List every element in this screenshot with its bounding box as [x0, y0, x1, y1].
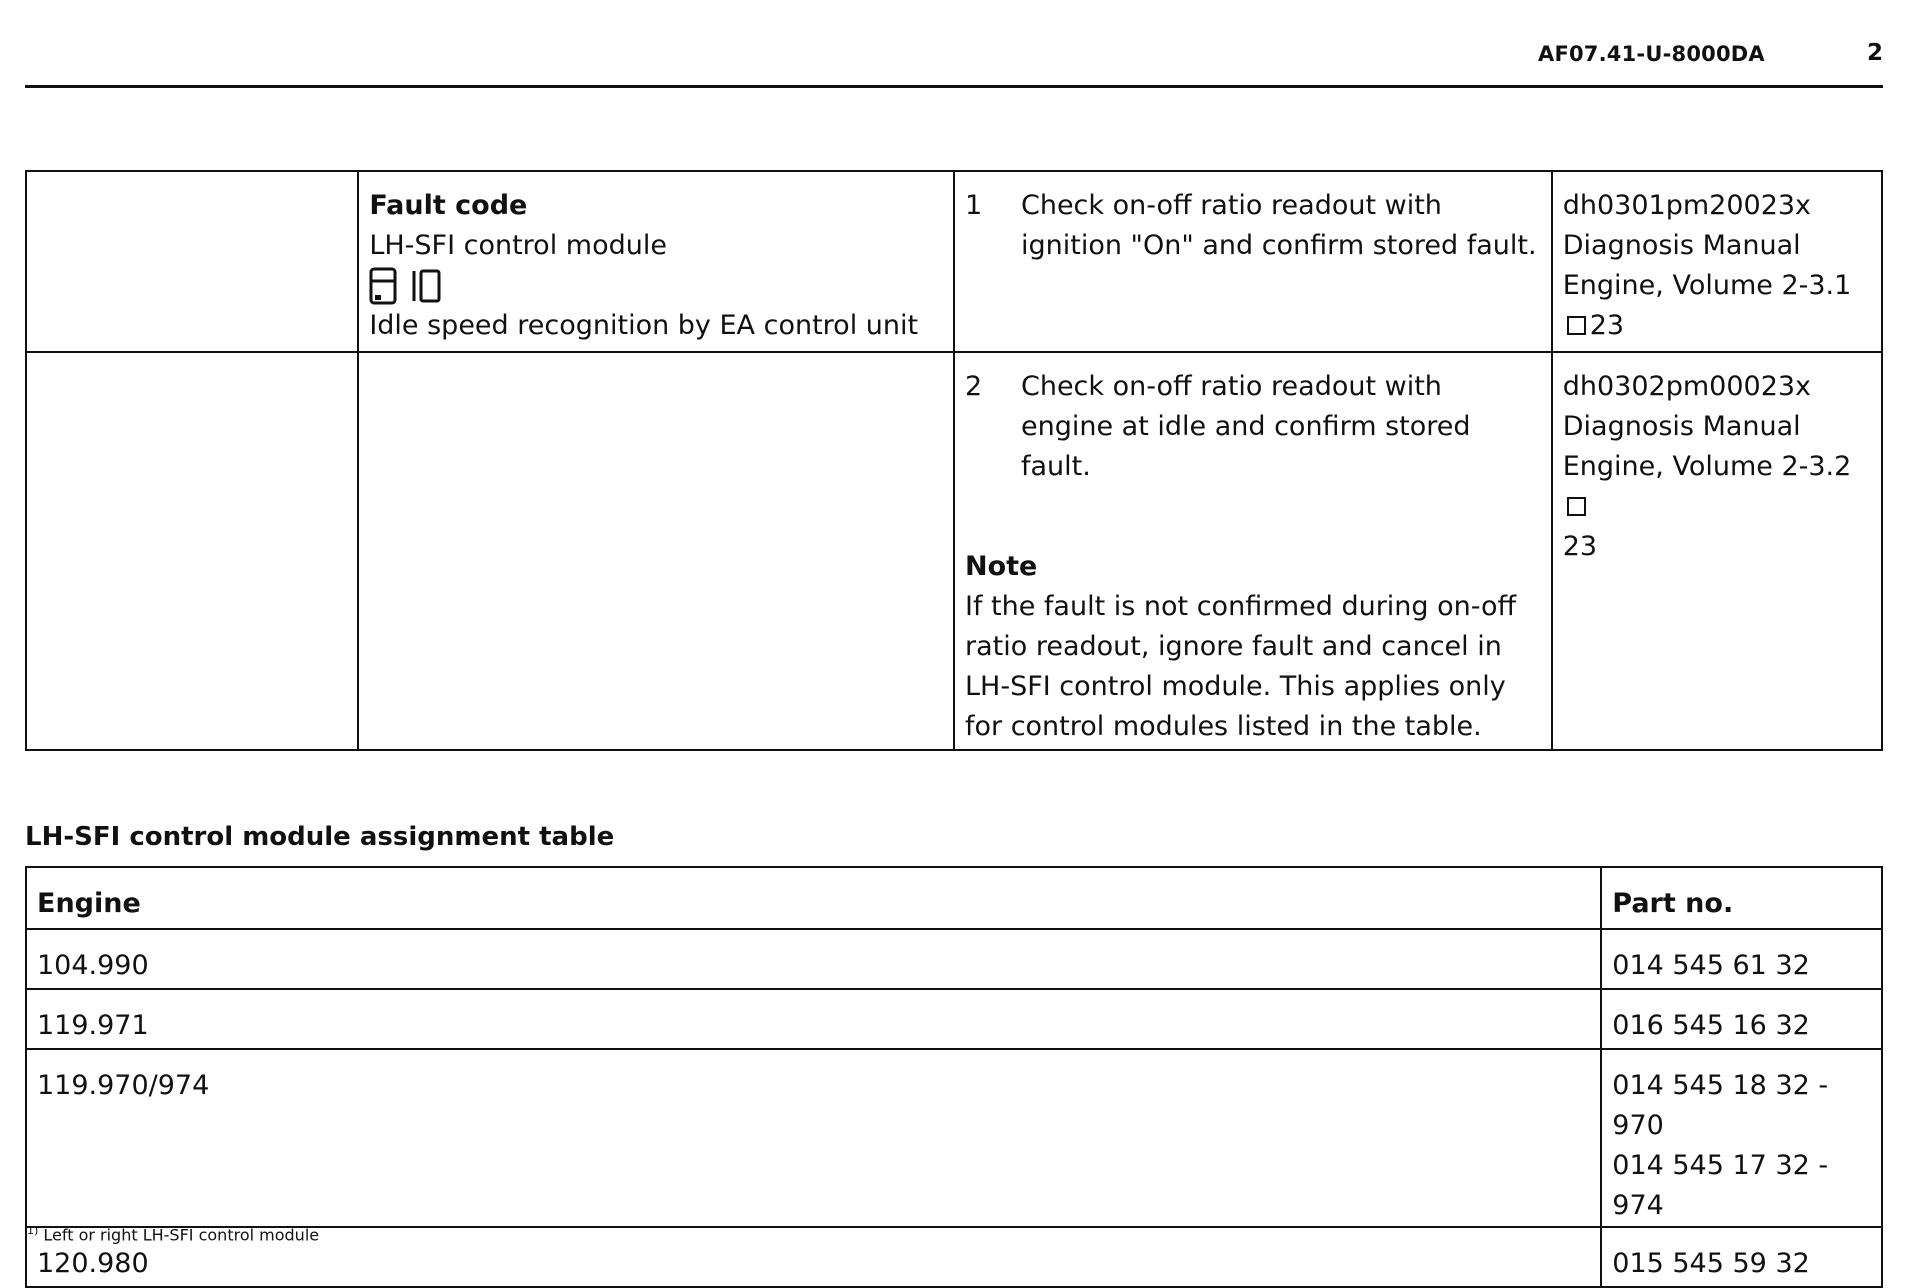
- empty-cell: [358, 352, 954, 750]
- reference-page: [1563, 306, 1871, 346]
- note-title: Note: [964, 551, 1038, 582]
- diagnosis-table: [25, 170, 1883, 751]
- reference-volume: Engine, Volume 2-3.1: [1562, 270, 1852, 301]
- step-text: Check on-off ratio readout with ignition "On" and confirm stored fault.: [1020, 190, 1537, 261]
- test-step-cell-2: [954, 352, 1552, 750]
- reference-volume-text: Engine, Volume 2-3.2: [1562, 451, 1852, 482]
- assignment-header-row: [26, 867, 1882, 929]
- engine-cell: 120.980: [26, 1227, 1601, 1287]
- reference-page-number: 23: [1589, 310, 1625, 341]
- reference-volume: [1563, 447, 1871, 527]
- fault-code-module: LH-SFI control module: [369, 230, 667, 261]
- page-number: 2: [1867, 40, 1884, 66]
- reference-cell-2: [1552, 352, 1882, 750]
- engine-cell: 119.971: [26, 989, 1601, 1049]
- part-no-column-header: Part no.: [1601, 867, 1882, 929]
- id-icon: [409, 267, 443, 305]
- part-no-cell: 016 545 16 32: [1601, 989, 1882, 1049]
- footnote-marker: 1): [27, 1224, 39, 1237]
- engine-cell: 104.990: [26, 929, 1601, 989]
- diagnosis-row-2: [26, 352, 1882, 750]
- part-no-cell: 014 545 61 32: [1601, 929, 1882, 989]
- footnote-text: Left or right LH-SFI control module: [43, 1225, 320, 1245]
- part-no-line: 014 545 17 32 - 974: [1612, 1150, 1829, 1221]
- reference-cell-1: [1552, 171, 1882, 352]
- note-block: [965, 547, 1541, 747]
- step-text: Check on-off ratio readout with engine at idle and confirm stored fault.: [1020, 371, 1471, 482]
- empty-cell: [26, 352, 358, 750]
- fault-code-title: Fault code: [369, 190, 528, 221]
- assignment-table-title: LH-SFI control module assignment table: [25, 822, 615, 852]
- fault-code-cell: [358, 171, 954, 352]
- fault-code-icons: [369, 266, 943, 306]
- table-row: [26, 1049, 1882, 1227]
- part-no-cell: [1601, 1049, 1882, 1227]
- page-reference-icon: [1567, 497, 1586, 516]
- empty-cell: [26, 171, 358, 352]
- step-number: 2: [964, 371, 983, 402]
- reference-page-number: 23: [1562, 531, 1598, 562]
- engine-column-header: Engine: [26, 867, 1601, 929]
- step-number: 1: [964, 190, 983, 221]
- test-step-cell-1: [954, 171, 1552, 352]
- footnote: [27, 1224, 319, 1244]
- table-row: [26, 929, 1882, 989]
- document-code: AF07.41-U-8000DA: [1538, 42, 1765, 66]
- part-no-cell: 015 545 59 32: [1601, 1227, 1882, 1287]
- engine-cell: 119.970/974: [26, 1049, 1601, 1227]
- reference-code: dh0301pm20023x: [1562, 190, 1812, 221]
- part-no-line: 014 545 18 32 - 970: [1612, 1070, 1829, 1141]
- fault-code-description: Idle speed recognition by EA control unit: [369, 310, 919, 341]
- note-text: If the fault is not confirmed during on-off ratio readout, ignore fault and cancel in LH-SFI control module. This applies only for control modules listed in the table.: [964, 591, 1517, 742]
- reference-code: dh0302pm00023x: [1562, 371, 1812, 402]
- page-reference-icon: [1567, 316, 1586, 335]
- header-divider: [25, 85, 1883, 88]
- reference-manual: Diagnosis Manual: [1562, 230, 1801, 261]
- table-row: [26, 989, 1882, 1049]
- diagnosis-row-1: [26, 171, 1882, 352]
- control-module-icon: [369, 267, 397, 305]
- reference-manual: Diagnosis Manual: [1562, 411, 1801, 442]
